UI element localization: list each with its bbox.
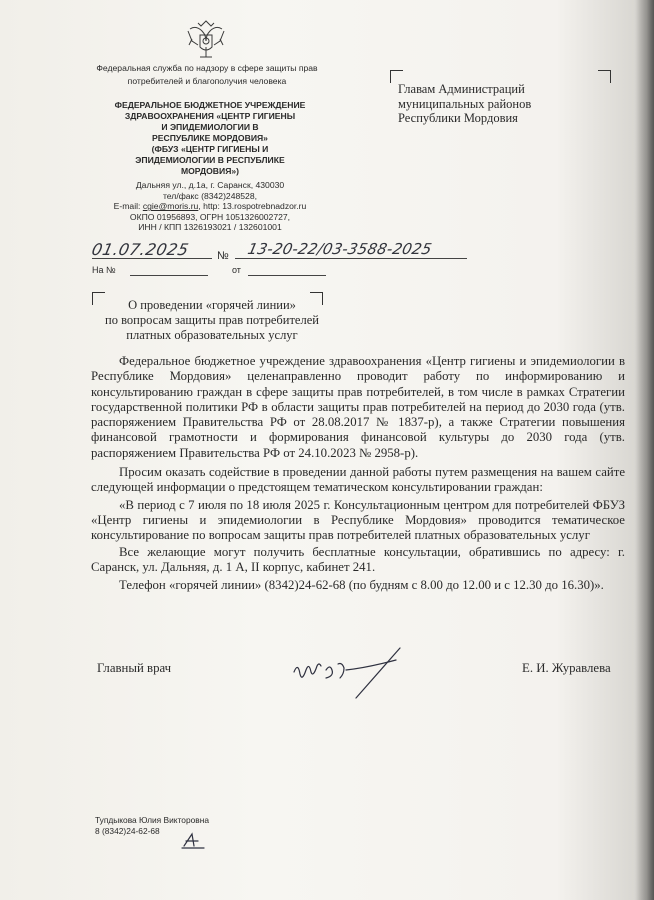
addressee-block: Главам Администраций муниципальных районов Республики Мордовия bbox=[398, 82, 532, 125]
scan-edge-shadow bbox=[636, 0, 654, 900]
okpo: ОКПО 01956893, ОГРН 1051326002727, bbox=[129, 211, 291, 222]
inn-kpp: ИНН / КПП 1326193021 / 132601001 bbox=[138, 222, 282, 233]
paragraph-5: Телефон «горячей линии» (8342)24-62-68 (по будням с 8.00 до 12.00 и с 12.30 до 16.30)». bbox=[119, 578, 604, 593]
paragraph-1: Федеральное бюджетное учреждение здравоохранения «Центр гигиены и эпидемиологии в Республике Мордовия» целенаправленно проводит работу по информированию и консультированию граждан в сфере защиты прав потребителей, в том числе в рамках Стратегии государственной политики РФ в области защиты прав потребителей на период до 2030 года (утв. распоряжением Правительства РФ от 28.08.2017 № 1837-р), а также Стратегии повышения финансовой грамотности и формирования финансовой культуры до 2030 года (утв. распоряжением Правительства РФ от 24.10.2023 № 2958-р). bbox=[91, 354, 625, 460]
paragraph-3: «В период с 7 июля по 18 июля 2025 г. Консультационным центром для потребителей ФБУЗ «Центр гигиены и эпидемиологии в Республике Мордовия» проводится тематическое консультирование по вопросам защиты прав потребителей платных образовательных услуг bbox=[91, 497, 625, 543]
on-number-label: На № bbox=[92, 265, 116, 275]
paragraph-4: Все желающие могут получить бесплатные консультации, обратившись по адресу: г. Саранск, ул. Дальняя, д. 1 А, II корпус, кабинет 241. bbox=[91, 544, 625, 574]
letter-body bbox=[91, 354, 625, 593]
executor-name: Тупдыкова Юлия Викторовна bbox=[95, 815, 210, 825]
signatory-role: Главный врач bbox=[97, 661, 172, 675]
organization-name: ФЕДЕРАЛЬНОЕ БЮДЖЕТНОЕ УЧРЕЖДЕНИЕ ЗДРАВООХРАНЕНИЯ «ЦЕНТР ГИГИЕНЫ И ЭПИДЕМИОЛОГИИ В РЕСПУБЛИКЕ МОРДОВИЯ» (ФБУЗ «ЦЕНТР ГИГИЕНЫ И ЭПИДЕМИОЛОГИИ В РЕСПУБЛИКЕ МОРДОВИЯ») bbox=[114, 100, 306, 176]
organization-contacts bbox=[82, 180, 338, 233]
signatory-name: Е. И. Журавлева bbox=[522, 661, 611, 675]
from-underline bbox=[248, 275, 326, 276]
email-link[interactable]: cgie@moris.ru bbox=[142, 201, 199, 212]
date-underline bbox=[92, 258, 212, 259]
agency-name: Федеральная служба по надзору в сфере защиты прав потребителей и благополучия человека bbox=[96, 63, 318, 86]
email-line: E-mail: cgie@moris.ru, http: 13.rospotrebnadzor.ru bbox=[113, 201, 307, 212]
executor-initials-mark bbox=[180, 830, 206, 850]
handwritten-date: 01.07.2025 bbox=[89, 240, 191, 259]
number-sign: № bbox=[217, 250, 229, 262]
handwritten-signature bbox=[286, 646, 406, 706]
from-label: от bbox=[232, 265, 241, 275]
executor-phone: 8 (8342)24-62-68 bbox=[95, 825, 160, 836]
handwritten-number: 13-20-22/03-3588-2025 bbox=[246, 240, 434, 258]
address: Дальняя ул., д.1а, г. Саранск, 430030 bbox=[135, 180, 285, 190]
paragraph-2: Просим оказать содействие в проведении данной работы путем размещения на вашем сайте следующей информации о предстоящем тематическом консультировании граждан: bbox=[91, 465, 625, 495]
letter-subject: О проведении «горячей линии» по вопросам защиты прав потребителей платных образовательных услуг bbox=[105, 298, 319, 342]
number-underline bbox=[235, 258, 467, 259]
coat-of-arms-icon bbox=[184, 17, 228, 63]
phone: тел/факс (8342)248528, bbox=[162, 190, 258, 201]
on-number-underline bbox=[130, 275, 208, 276]
